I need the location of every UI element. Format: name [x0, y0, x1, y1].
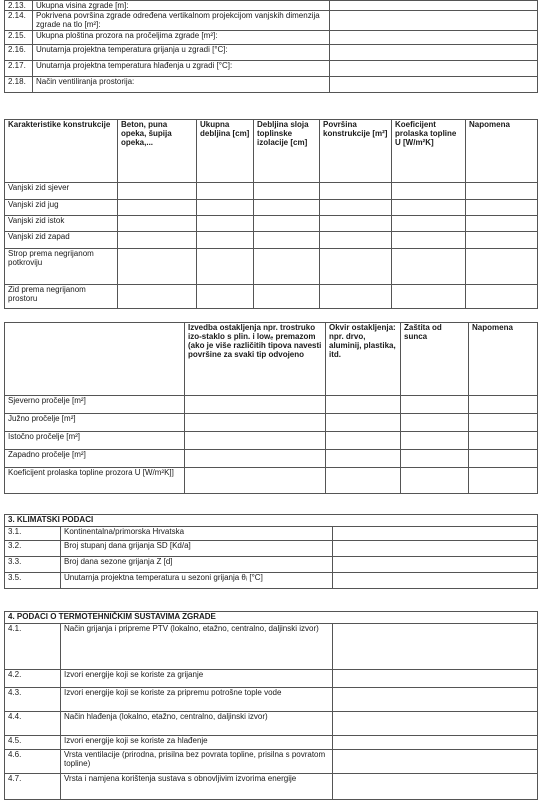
column-header — [5, 323, 185, 396]
input-cell[interactable] — [118, 183, 197, 200]
row-number: 2.18. — [5, 77, 33, 93]
input-cell[interactable] — [254, 200, 320, 216]
row-label: Način grijanja i pripreme PTV (lokalno, etažno, centralno, daljinski izvor) — [61, 624, 333, 670]
section-title-row — [5, 612, 538, 624]
table-row — [5, 285, 538, 309]
table-row — [5, 45, 538, 61]
input-cell[interactable] — [320, 183, 392, 200]
column-header: Beton, puna opeka, šupija opeka,... — [118, 120, 197, 183]
value-cell[interactable] — [333, 557, 538, 573]
value-cell[interactable] — [333, 712, 538, 736]
row-number: 3.1. — [5, 527, 61, 541]
row-label: Način hlađenja (lokalno, etažno, centralno, daljinski izvor) — [61, 712, 333, 736]
input-cell[interactable] — [197, 200, 254, 216]
table-row — [5, 670, 538, 688]
input-cell[interactable] — [466, 249, 538, 285]
row-label: Strop prema negrijanom potkroviju — [5, 249, 118, 285]
table-row — [5, 31, 538, 45]
input-cell[interactable] — [254, 232, 320, 249]
input-cell[interactable] — [469, 414, 538, 432]
input-cell[interactable] — [326, 432, 401, 450]
table-row — [5, 688, 538, 712]
column-header: Napomena — [469, 323, 538, 396]
input-cell[interactable] — [320, 249, 392, 285]
row-number: 2.14. — [5, 11, 33, 31]
row-number: 4.1. — [5, 624, 61, 670]
row-number: 4.3. — [5, 688, 61, 712]
input-cell[interactable] — [320, 232, 392, 249]
column-header: Debljina sloja toplinske izolacije [cm] — [254, 120, 320, 183]
value-cell[interactable] — [333, 688, 538, 712]
input-cell[interactable] — [320, 216, 392, 232]
table-row — [5, 232, 538, 249]
facade-table — [4, 322, 538, 494]
input-cell[interactable] — [197, 249, 254, 285]
input-cell[interactable] — [197, 285, 254, 309]
value-cell[interactable] — [333, 774, 538, 800]
value-cell[interactable] — [330, 31, 538, 45]
row-label: Ukupna ploština prozora na pročeljima zgrade [m²]: — [33, 31, 330, 45]
row-label: Vanjski zid istok — [5, 216, 118, 232]
table-row — [5, 541, 538, 557]
row-label: Koeficijent prolaska topline prozora U [W/m²K]] — [5, 468, 185, 494]
row-number: 4.4. — [5, 712, 61, 736]
construction-header-row — [5, 120, 538, 183]
row-number: 4.7. — [5, 774, 61, 800]
input-cell[interactable] — [118, 249, 197, 285]
thermo-systems-table — [4, 611, 538, 800]
row-number: 3.2. — [5, 541, 61, 557]
table-row — [5, 1, 538, 11]
input-cell[interactable] — [466, 200, 538, 216]
row-label: Kontinentalna/primorska Hrvatska — [61, 527, 333, 541]
row-number: 3.5. — [5, 573, 61, 589]
row-number: 4.2. — [5, 670, 61, 688]
construction-table — [4, 119, 538, 309]
table-row — [5, 11, 538, 31]
input-cell[interactable] — [197, 183, 254, 200]
input-cell[interactable] — [392, 216, 466, 232]
climate-table — [4, 514, 538, 589]
row-label: Ukupna visina zgrade [m]: — [33, 1, 330, 11]
value-cell[interactable] — [333, 541, 538, 557]
facade-header-row — [5, 323, 538, 396]
input-cell[interactable] — [118, 216, 197, 232]
input-cell[interactable] — [185, 450, 326, 468]
value-cell[interactable] — [333, 624, 538, 670]
table-row — [5, 573, 538, 589]
table-row — [5, 183, 538, 200]
input-cell[interactable] — [254, 216, 320, 232]
input-cell[interactable] — [466, 232, 538, 249]
row-label: Vanjski zid jug — [5, 200, 118, 216]
input-cell[interactable] — [466, 216, 538, 232]
input-cell[interactable] — [254, 183, 320, 200]
table-row — [5, 774, 538, 800]
input-cell[interactable] — [326, 468, 401, 494]
table-row — [5, 414, 538, 432]
input-cell[interactable] — [197, 232, 254, 249]
value-cell[interactable] — [330, 61, 538, 77]
value-cell[interactable] — [333, 527, 538, 541]
input-cell[interactable] — [401, 450, 469, 468]
column-header: Izvedba ostakljenja npr. trostruko izo-staklo s plin. i lowₑ premazom (ako je više različitih tipova navesti površine za svaki tip odvojeno — [185, 323, 326, 396]
input-cell[interactable] — [466, 183, 538, 200]
input-cell[interactable] — [254, 285, 320, 309]
column-header: Ukupna debljina [cm] — [197, 120, 254, 183]
row-label: Vanjski zid zapad — [5, 232, 118, 249]
row-label: Unutarnja projektna temperatura hlađenja u zgradi [°C]: — [33, 61, 330, 77]
table-row — [5, 468, 538, 494]
value-cell[interactable] — [330, 77, 538, 93]
input-cell[interactable] — [469, 468, 538, 494]
section2-table — [4, 0, 538, 93]
column-header: Koeficijent prolaska topline U [W/m²K] — [392, 120, 466, 183]
input-cell[interactable] — [118, 200, 197, 216]
input-cell[interactable] — [401, 396, 469, 414]
table-row — [5, 712, 538, 736]
input-cell[interactable] — [320, 200, 392, 216]
column-header: Površina konstrukcije [m²] — [320, 120, 392, 183]
table-row — [5, 216, 538, 232]
row-label: Broj dana sezone grijanja Z [d] — [61, 557, 333, 573]
row-label: Zapadno pročelje [m²] — [5, 450, 185, 468]
value-cell[interactable] — [333, 750, 538, 774]
input-cell[interactable] — [118, 285, 197, 309]
row-label: Unutarnja projektna temperatura grijanja u zgradi [°C]: — [33, 45, 330, 61]
value-cell[interactable] — [330, 45, 538, 61]
row-number: 2.17. — [5, 61, 33, 77]
table-row — [5, 249, 538, 285]
table-row — [5, 61, 538, 77]
row-number: 2.13. — [5, 1, 33, 11]
row-label: Broj stupanj dana grijanja SD [Kd/a] — [61, 541, 333, 557]
input-cell[interactable] — [392, 183, 466, 200]
input-cell[interactable] — [185, 414, 326, 432]
value-cell[interactable] — [330, 11, 538, 31]
value-cell[interactable] — [330, 1, 538, 11]
input-cell[interactable] — [469, 432, 538, 450]
table-row — [5, 77, 538, 93]
table-row — [5, 450, 538, 468]
input-cell[interactable] — [185, 396, 326, 414]
table-row — [5, 750, 538, 774]
value-cell[interactable] — [333, 670, 538, 688]
row-label: Vrsta ventilacije (prirodna, prisilna bez povrata topline, prisilna s povratom topline) — [61, 750, 333, 774]
input-cell[interactable] — [401, 432, 469, 450]
table-row — [5, 396, 538, 414]
column-header: Okvir ostakljenja: npr. drvo, aluminij, plastika, itd. — [326, 323, 401, 396]
input-cell[interactable] — [254, 249, 320, 285]
row-number: 2.16. — [5, 45, 33, 61]
input-cell[interactable] — [326, 414, 401, 432]
row-label: Vrsta i namjena korištenja sustava s obnovljivim izvorima energije — [61, 774, 333, 800]
input-cell[interactable] — [326, 450, 401, 468]
input-cell[interactable] — [392, 285, 466, 309]
input-cell[interactable] — [392, 249, 466, 285]
section-title: 4. PODACI O TERMOTEHNIČKIM SUSTAVIMA ZGRADE — [5, 612, 538, 624]
row-number: 3.3. — [5, 557, 61, 573]
input-cell[interactable] — [185, 468, 326, 494]
table-row — [5, 527, 538, 541]
input-cell[interactable] — [197, 216, 254, 232]
input-cell[interactable] — [401, 414, 469, 432]
table-row — [5, 736, 538, 750]
column-header: Napomena — [466, 120, 538, 183]
row-label: Pokrivena površina zgrade određena vertikalnom projekcijom vanjskih dimenzija zgrade na tlo [m²]: — [33, 11, 330, 31]
column-header: Karakteristike konstrukcije — [5, 120, 118, 183]
row-label: Izvori energije koji se koriste za hlađenje — [61, 736, 333, 750]
section-title-row — [5, 515, 538, 527]
row-number: 2.15. — [5, 31, 33, 45]
row-label: Izvori energije koji se koriste za grijanje — [61, 670, 333, 688]
column-header: Zaštita od sunca — [401, 323, 469, 396]
input-cell[interactable] — [401, 468, 469, 494]
row-label: Južno pročelje [m²] — [5, 414, 185, 432]
row-label: Zid prema negrijanom prostoru — [5, 285, 118, 309]
table-row — [5, 557, 538, 573]
table-row — [5, 432, 538, 450]
input-cell[interactable] — [320, 285, 392, 309]
input-cell[interactable] — [469, 396, 538, 414]
row-number: 4.5. — [5, 736, 61, 750]
input-cell[interactable] — [185, 432, 326, 450]
input-cell[interactable] — [118, 232, 197, 249]
value-cell[interactable] — [333, 736, 538, 750]
value-cell[interactable] — [333, 573, 538, 589]
row-number: 4.6. — [5, 750, 61, 774]
input-cell[interactable] — [469, 450, 538, 468]
row-label: Sjeverno pročelje [m²] — [5, 396, 185, 414]
table-row — [5, 200, 538, 216]
row-label: Način ventiliranja prostorija: — [33, 77, 330, 93]
table-row — [5, 624, 538, 670]
row-label: Izvori energije koji se koriste za pripremu potrošne tople vode — [61, 688, 333, 712]
row-label: Vanjski zid sjever — [5, 183, 118, 200]
row-label: Unutarnja projektna temperatura u sezoni grijanja θᵢ [°C] — [61, 573, 333, 589]
row-label: Istočno pročelje [m²] — [5, 432, 185, 450]
section-title: 3. KLIMATSKI PODACI — [5, 515, 538, 527]
input-cell[interactable] — [392, 200, 466, 216]
input-cell[interactable] — [392, 232, 466, 249]
input-cell[interactable] — [326, 396, 401, 414]
input-cell[interactable] — [466, 285, 538, 309]
